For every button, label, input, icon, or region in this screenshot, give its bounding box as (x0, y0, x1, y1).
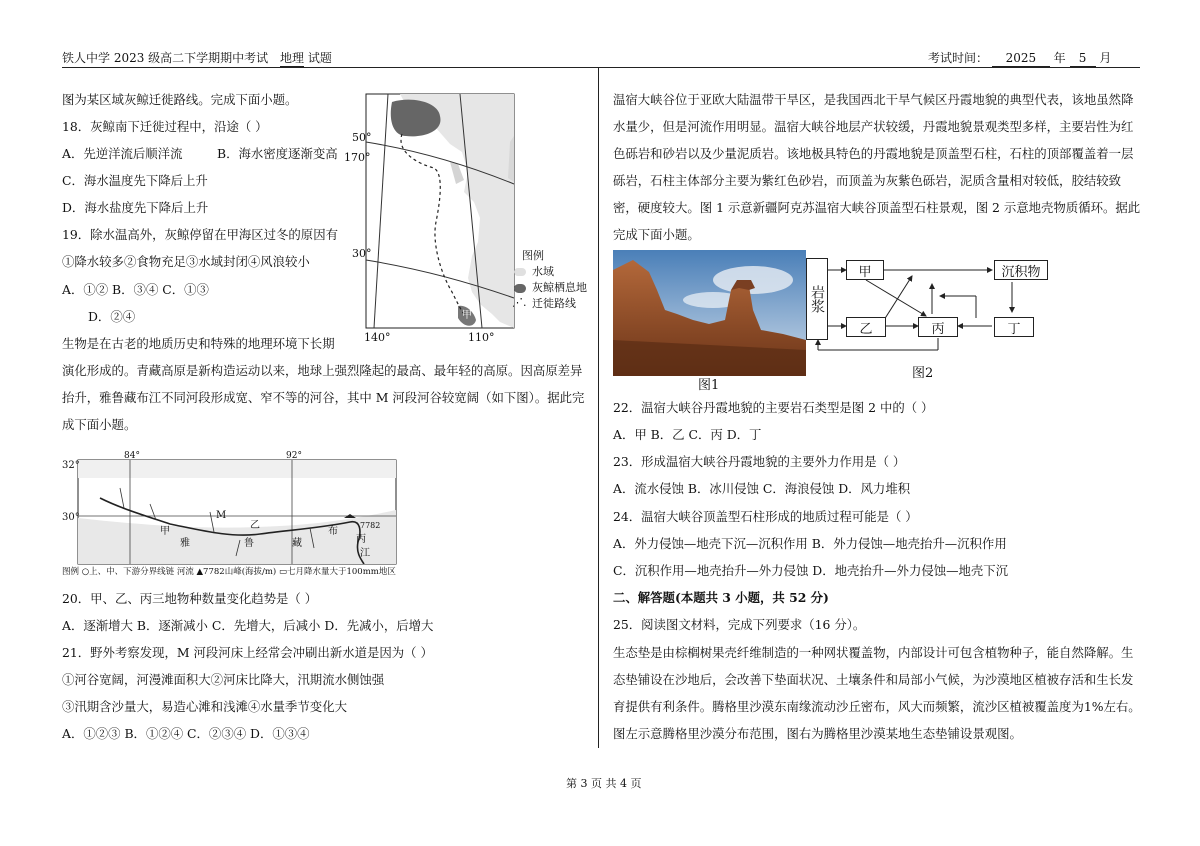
intro-tibet-l3: 抬升，雅鲁藏布江不同河段形成宽、窄不等的河谷，其中 M 河段河谷较宽阔（如下图）。据此完 (62, 390, 585, 405)
passage-1-l2: 水量少，但是河流作用明显。温宿大峡谷地层产状较缓，丹霞地貌景观类型多样，主要岩性为红 (613, 119, 1134, 134)
month-unit: 月 (1099, 51, 1112, 65)
question-22: 22．温宿大峡谷丹霞地貌的主要岩石类型是图 2 中的（ ） (613, 400, 934, 415)
intro-tibet-l4: 成下面小题。 (62, 417, 137, 432)
question-18: 18．灰鲸南下迁徙过程中，沿途（ ） (62, 119, 268, 134)
passage-1-l4: 砾岩，石柱主体部分主要为紫红色砂岩，而顶盖为灰紫色砾岩，泥质含量相对较低，胶结较致 (613, 173, 1122, 188)
intro-tibet-l2: 演化形成的。青藏高原是新构造运动以来，地球上强烈隆起的最高、最年轻的高原。因高原差异 (62, 363, 583, 378)
legend-habitat-swatch (514, 284, 526, 293)
legend-water: 水域 (532, 265, 554, 278)
q18-option-b: B．海水密度逐渐变高 (217, 146, 338, 161)
lon-170-label: 170° (344, 151, 371, 164)
passage-2-l1: 生态垫是由棕榈树果壳纤维制造的一种网状覆盖物，内部设计可包含植物种子，能自然降解。生 (613, 645, 1134, 660)
question-25: 25．阅读图文材料，完成下列要求（16 分）。 (613, 617, 866, 632)
legend-route: 迁徙路线 (532, 297, 576, 310)
q24-options-ab: A．外力侵蚀—地壳下沉—沉积作用 B．外力侵蚀—地壳抬升—沉积作用 (613, 536, 1007, 551)
fig1-caption: 图1 (698, 378, 720, 393)
rock-ding-box (994, 317, 1034, 337)
rock-yi-box (846, 317, 886, 337)
river-jia: 甲 (160, 526, 170, 537)
header-rule (62, 67, 1140, 68)
lon-92: 92° (286, 451, 302, 461)
subject-label: 地理 (280, 51, 305, 65)
q23-options: A．流水侵蚀 B．冰川侵蚀 C．海浪侵蚀 D．风力堆积 (613, 481, 911, 496)
river-bu: 布 (328, 526, 338, 537)
lat-30: 30° (62, 512, 80, 523)
lat-32: 32° (62, 460, 80, 471)
passage-2-l2: 态垫铺设在沙地后，会改善下垫面状况、土壤条件和局部小气候，为沙漠地区植被存活和生长发 (613, 672, 1134, 687)
question-24: 24．温宿大峡谷顶盖型石柱形成的地质过程可能是（ ） (613, 509, 918, 524)
page-footer: 第 3 页 共 4 页 (566, 777, 642, 790)
lon-140-label: 140° (364, 331, 391, 344)
title-prefix: 铁人中学 2023 级高二下学期期中考试 (62, 51, 269, 65)
legend-habitat: 灰鲸栖息地 (532, 281, 587, 294)
legend-route-icon: ⋰. (512, 296, 527, 309)
passage-2-l4: 图左示意腾格里沙漠分布范围，图右为腾格里沙漠某地生态垫铺设景观图。 (613, 726, 1022, 741)
whale-migration-map (340, 92, 590, 344)
lat-50-label: 50° (352, 131, 372, 144)
passage-1-l6: 完成下面小题。 (613, 227, 700, 242)
fig2-caption: 图2 (912, 366, 934, 381)
q20-options: A．逐渐增大 B．逐渐减小 C．先增大，后减小 D．先减小，后增大 (62, 618, 434, 633)
q18-option-d: D．海水盐度先下降后上升 (62, 200, 209, 215)
river-m: M (216, 510, 227, 521)
question-19: 19．除水温高外，灰鲸停留在甲海区过冬的原因有 (62, 227, 338, 242)
passage-1-l3: 色砾岩和砂岩以及少量泥质岩。该地极具特色的丹霞地貌是顶盖型石柱，石柱的顶部覆盖着一层 (613, 146, 1134, 161)
lat-30-label: 30° (352, 247, 372, 260)
river-bing: 丙 (356, 534, 366, 545)
sediment-label: 沉积物 (1001, 264, 1041, 280)
year-unit: 年 (1053, 51, 1066, 65)
q21-choices-1: ①河谷宽阔，河漫滩面积大②河床比降大，汛期流水侧蚀强 (62, 672, 385, 687)
passage-1-l1: 温宿大峡谷位于亚欧大陆温带干旱区，是我国西北干旱气候区丹霞地貌的典型代表，该地虽然降 (613, 92, 1134, 107)
question-20: 20．甲、乙、丙三地物种数量变化趋势是（ ） (62, 591, 318, 606)
q19-choices: ①降水较多②食物充足③水域封闭④风浪较小 (62, 254, 310, 269)
river-ya: 雅 (180, 538, 190, 549)
lon-84: 84° (124, 451, 140, 461)
lon-110-label: 110° (468, 331, 495, 344)
legend-water-swatch (514, 268, 526, 276)
danxia-photo (613, 250, 806, 376)
q21-choices-2: ③汛期含沙量大，易造心滩和浅滩④水量季节变化大 (62, 699, 347, 714)
intro-tibet-l1: 生物是在古老的地质历史和特殊的地理环境下长期 (62, 336, 335, 351)
column-divider (598, 68, 599, 748)
question-21: 21．野外考察发现，M 河段河床上经常会冲刷出新水道是因为（ ） (62, 645, 433, 660)
year-value: 2025 (992, 50, 1050, 67)
rock-jia-box (846, 260, 884, 280)
river-lu: 鲁 (244, 538, 254, 549)
q21-options: A．①②③ B．①②④ C．②③④ D．①③④ (62, 726, 310, 741)
rock-jia-label: 甲 (858, 264, 872, 280)
river-zang: 藏 (292, 538, 302, 549)
yarlung-river-map (60, 448, 400, 578)
q18-option-a: A．先逆洋流后顺洋流 (62, 146, 183, 161)
exam-title (62, 50, 332, 67)
magma-label: 岩浆 (809, 285, 825, 313)
magma-box (806, 258, 828, 340)
passage-2-l3: 育提供有利条件。腾格里沙漠东南缘流动沙丘密布，风大而频繁，流沙区植被覆盖度为1%左右。 (613, 699, 1141, 714)
whale-jia-label: 甲 (462, 310, 472, 321)
q22-options: A．甲 B．乙 C．丙 D．丁 (613, 427, 762, 442)
intro-whale: 图为某区域灰鲸迁徙路线。完成下面小题。 (62, 92, 298, 107)
title-suffix: 试题 (307, 51, 332, 65)
rock-bing-label: 丙 (931, 321, 945, 337)
legend-title: 图例 (522, 249, 544, 262)
q18-option-c: C．海水温度先下降后上升 (62, 173, 208, 188)
rock-ding-label: 丁 (1007, 321, 1021, 337)
month-value: 5 (1070, 50, 1096, 67)
time-label: 考试时间： (928, 51, 989, 65)
river-jiang: 江 (360, 548, 370, 559)
river-map-legend: 图例 ○上、中、下游分界线链 河流 ▲7782山峰(海拔/m) ▭七月降水量大于100mm地区 (62, 567, 396, 577)
rock-bing-box (918, 317, 958, 337)
sediment-box (994, 260, 1048, 280)
q24-options-cd: C．沉积作用—地壳抬升—外力侵蚀 D．地壳抬升—外力侵蚀—地壳下沉 (613, 563, 1009, 578)
q19-options-abc: A．①② B．③④ C．①③ (62, 282, 209, 297)
peak-elevation: 7782 (360, 521, 381, 530)
passage-1-l5: 密，硬度较大。图 1 示意新疆阿克苏温宿大峡谷顶盖型石柱景观，图 2 示意地壳物质循环。据此 (613, 200, 1141, 215)
river-yi: 乙 (250, 520, 260, 531)
exam-time (928, 50, 1111, 67)
rock-cycle-diagram (806, 256, 1056, 356)
section-2-heading: 二、解答题(本题共 3 小题，共 52 分) (613, 590, 829, 605)
rock-yi-label: 乙 (859, 321, 873, 337)
q19-option-d: D．②④ (88, 309, 136, 324)
question-23: 23．形成温宿大峡谷丹霞地貌的主要外力作用是（ ） (613, 454, 906, 469)
